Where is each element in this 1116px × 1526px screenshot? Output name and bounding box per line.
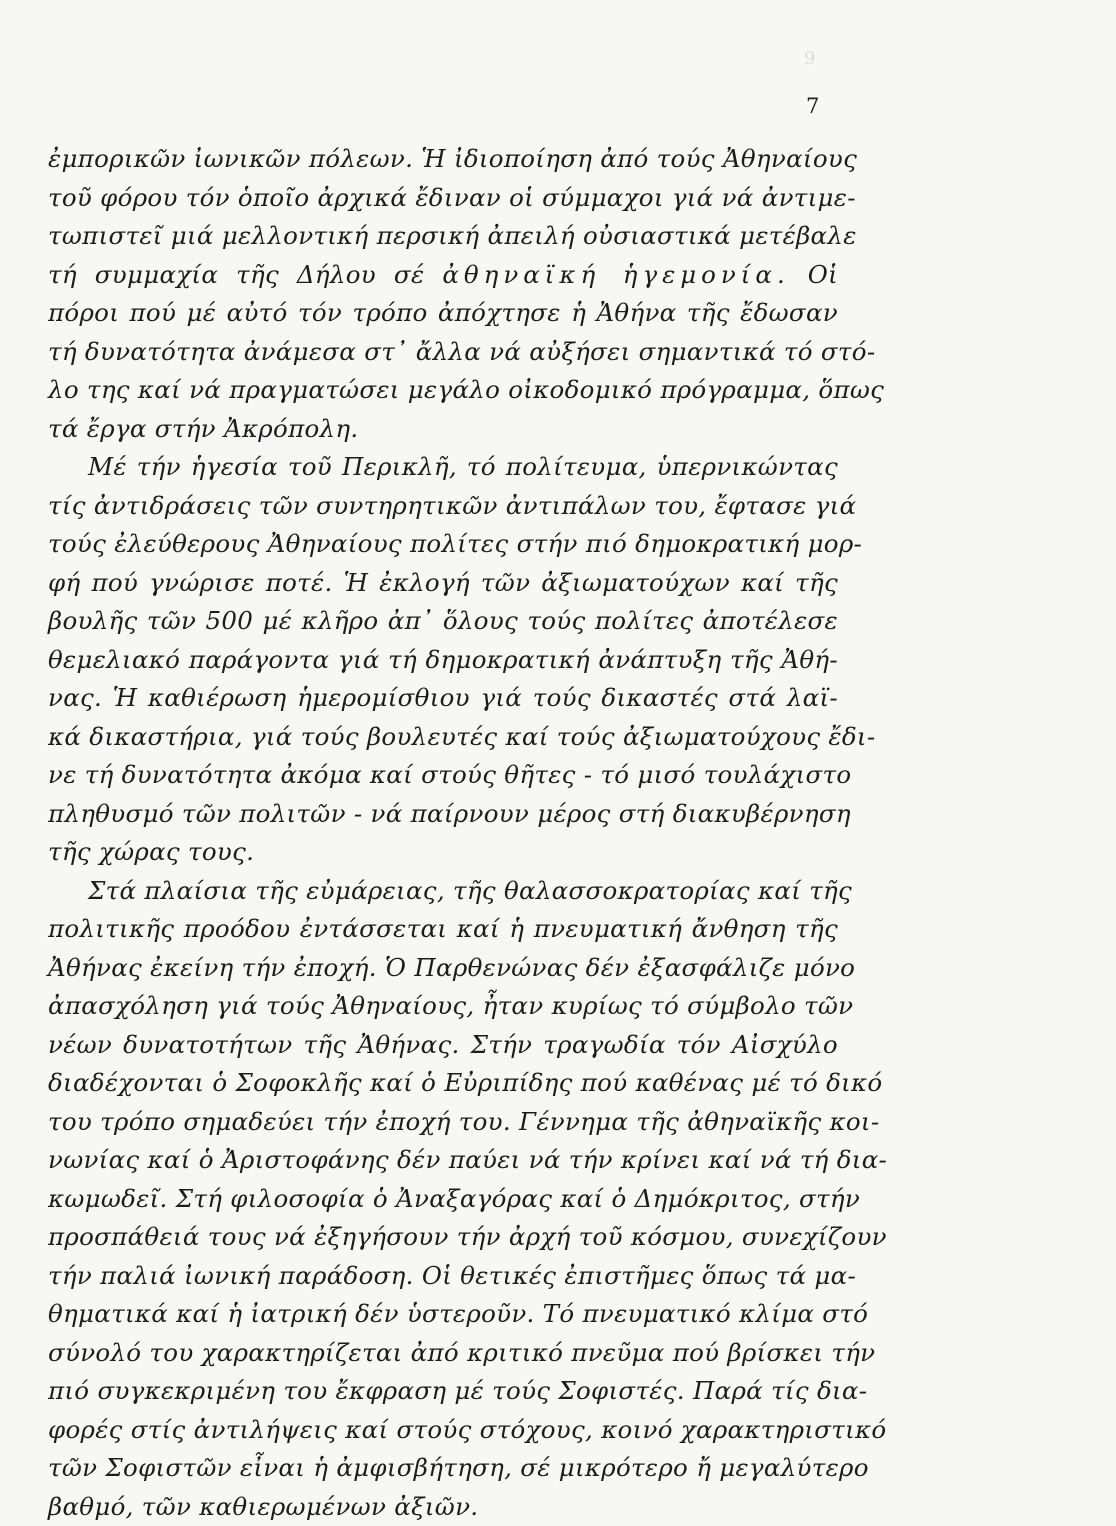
- text-line: τοῦ φόρου τόν ὁποῖο ἀρχικά ἔδιναν οἱ σύμμαχοι γιά νά ἀντιμε-: [48, 179, 838, 218]
- text-line: πιό συγκεκριμένη του ἔκφραση μέ τούς Σοφιστές. Παρά τίς δια-: [48, 1372, 838, 1411]
- text-line: πληθυσμό τῶν πολιτῶν - νά παίρνουν μέρος στή διακυβέρνηση: [48, 795, 838, 834]
- text-line: νε τή δυνατότητα ἀκόμα καί στούς θῆτες - τό μισό τουλάχιστο: [48, 756, 838, 795]
- text-line: πόροι πού μέ αὐτό τόν τρόπο ἀπόχτησε ἡ Ἀθήνα τῆς ἔδωσαν: [48, 294, 838, 333]
- text-line: τή δυνατότητα ἀνάμεσα στ᾽ ἄλλα νά αὐξήσει σημαντικά τό στό-: [48, 333, 838, 372]
- text-line: διαδέχονται ὁ Σοφοκλῆς καί ὁ Εὐριπίδης πού καθένας μέ τό δικό: [48, 1064, 838, 1103]
- text-line: νας. Ἡ καθιέρωση ἡμερομίσθιου γιά τούς δικαστές στά λαϊ-: [48, 679, 838, 718]
- text-line: βουλῆς τῶν 500 μέ κλῆρο ἀπ᾽ ὅλους τούς πολίτες ἀποτέλεσε: [48, 602, 838, 641]
- body-text: [48, 140, 838, 1526]
- text-line-start: τή συμμαχία τῆς Δήλου σέ: [48, 260, 424, 289]
- spaced-emphasis: ἀθηναϊκή ἡγεμονία.: [442, 260, 789, 289]
- text-line-with-emphasis: [48, 256, 838, 295]
- text-line: βαθμό, τῶν καθιερωμένων ἀξιῶν.: [48, 1488, 838, 1526]
- text-line-end: Οἱ: [808, 260, 838, 289]
- text-line: φή πού γνώρισε ποτέ. Ἡ ἐκλογή τῶν ἀξιωματούχων καί τῆς: [48, 564, 838, 603]
- paragraph-start: Μέ τήν ἡγεσία τοῦ Περικλῆ, τό πολίτευμα, ὑπερνικώντας: [48, 448, 838, 487]
- text-line: προσπάθειά τους νά ἐξηγήσουν τήν ἀρχή τοῦ κόσμου, συνεχίζουν: [48, 1218, 838, 1257]
- text-line: νέων δυνατοτήτων τῆς Ἀθήνας. Στήν τραγωδία τόν Αἰσχύλο: [48, 1026, 838, 1065]
- paragraph-start: Στά πλαίσια τῆς εὐμάρειας, τῆς θαλασσοκρατορίας καί τῆς: [48, 872, 838, 911]
- text-line: νωνίας καί ὁ Ἀριστοφάνης δέν παύει νά τήν κρίνει καί νά τή δια-: [48, 1141, 838, 1180]
- text-line: θεμελιακό παράγοντα γιά τή δημοκρατική ἀνάπτυξη τῆς Ἀθή-: [48, 641, 838, 680]
- text-line: κά δικαστήρια, γιά τούς βουλευτές καί τούς ἀξιωματούχους ἔδι-: [48, 718, 838, 757]
- bleed-through-page-number: 9: [804, 48, 815, 69]
- text-line: φορές στίς ἀντιλήψεις καί στούς στόχους, κοινό χαρακτηριστικό: [48, 1411, 838, 1450]
- text-line: Ἀθήνας ἐκείνη τήν ἐποχή. Ὁ Παρθενώνας δέν ἐξασφάλιζε μόνο: [48, 949, 838, 988]
- text-line: τίς ἀντιδράσεις τῶν συντηρητικῶν ἀντιπάλων του, ἔφτασε γιά: [48, 487, 838, 526]
- text-line: κωμωδεῖ. Στή φιλοσοφία ὁ Ἀναξαγόρας καί ὁ Δημόκριτος, στήν: [48, 1180, 838, 1219]
- text-line: τωπιστεῖ μιά μελλοντική περσική ἀπειλή οὐσιαστικά μετέβαλε: [48, 217, 838, 256]
- text-line: τούς ἐλεύθερους Ἀθηναίους πολίτες στήν πιό δημοκρατική μορ-: [48, 525, 838, 564]
- text-line: τῶν Σοφιστῶν εἶναι ἡ ἀμφισβήτηση, σέ μικρότερο ἤ μεγαλύτερο: [48, 1449, 838, 1488]
- text-line: ἐμπορικῶν ἰωνικῶν πόλεων. Ἡ ἰδιοποίηση ἀπό τούς Ἀθηναίους: [48, 140, 838, 179]
- text-line: τά ἔργα στήν Ἀκρόπολη.: [48, 410, 838, 449]
- text-line: πολιτικῆς προόδου ἐντάσσεται καί ἡ πνευματική ἄνθηση τῆς: [48, 910, 838, 949]
- text-line: τῆς χώρας τους.: [48, 833, 838, 872]
- text-line: σύνολό του χαρακτηρίζεται ἀπό κριτικό πνεῦμα πού βρίσκει τήν: [48, 1334, 838, 1373]
- page-number: 7: [806, 94, 819, 118]
- text-line: τήν παλιά ἰωνική παράδοση. Οἱ θετικές ἐπιστῆμες ὅπως τά μα-: [48, 1257, 838, 1296]
- text-line: ἀπασχόληση γιά τούς Ἀθηναίους, ἦταν κυρίως τό σύμβολο τῶν: [48, 987, 838, 1026]
- text-line: λο της καί νά πραγματώσει μεγάλο οἰκοδομικό πρόγραμμα, ὅπως: [48, 371, 838, 410]
- text-line: του τρόπο σημαδεύει τήν ἐποχή του. Γέννημα τῆς ἀθηναϊκῆς κοι-: [48, 1103, 838, 1142]
- text-line: θηματικά καί ἡ ἰατρική δέν ὑστεροῦν. Τό πνευματικό κλίμα στό: [48, 1295, 838, 1334]
